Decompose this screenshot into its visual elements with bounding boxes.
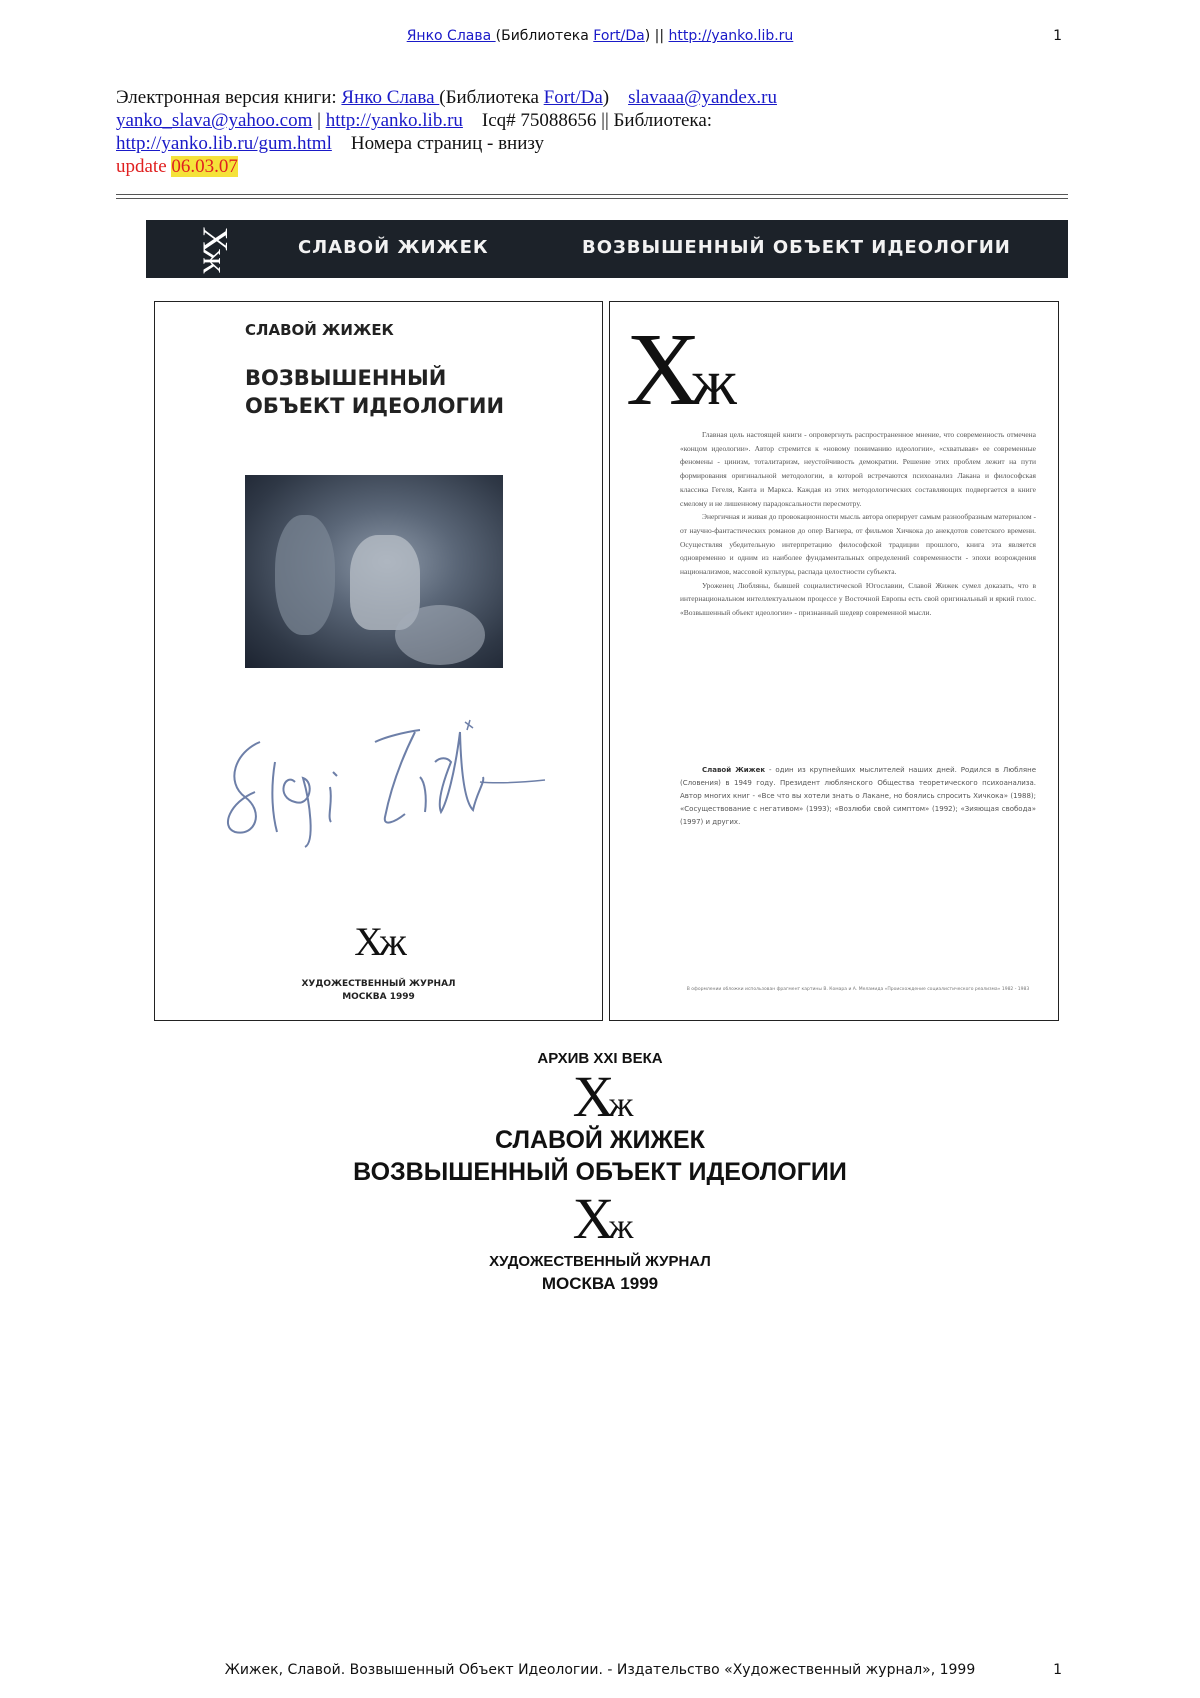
back-cover-logo [626, 312, 727, 435]
email-yandex-link[interactable]: slavaaa@yandex.ru [628, 87, 777, 108]
email-yahoo-link[interactable]: yanko_slava@yahoo.com [116, 110, 313, 131]
bio-name: Славой Жижек [702, 766, 766, 774]
ebook-info [116, 86, 976, 178]
author-link[interactable]: Янко Слава [406, 28, 496, 44]
info-line-4 [116, 155, 976, 178]
front-cover-place-year: МОСКВА 1999 [342, 992, 415, 1002]
info-line-3 [116, 132, 976, 155]
info-intro: Электронная версия книги: [116, 87, 342, 108]
info-line-2 [116, 109, 976, 132]
update-label: update [116, 156, 172, 177]
blurb-paragraph: Уроженец Любляны, бывшей социалистической Югославии, Славой Жижек сумел доказать, что в интернациональном интеллектуальном процессе у Восточной Европы есть свой оригинальный и яркий голос. «Возвышенный объект идеологии» - признанный шедевр современной мысли. [680, 580, 1036, 618]
title-page-title: ВОЗВЫШЕННЫЙ ОБЪЕКТ ИДЕОЛОГИИ [353, 1158, 847, 1186]
library-suffix: ) || [644, 28, 669, 44]
title-page-place-year: МОСКВА 1999 [541, 1274, 659, 1293]
bio-text: - один из крупнейших мыслителей наших дней. Родился в Любляне (Словения) в 1949 году. Президент люблянского Общества теоретического психоанализа. Автор многих книг - «Все что вы хотели знать о Лакане, но боялись спросить Хичкока» (1988); «Сосуществование с негативом» (1993); «Возлюби свой симптом» (1992); «Зияющая свобода» (1997) и других. [680, 766, 1036, 826]
info-library-prefix: (Библиотека [439, 87, 544, 108]
gum-link[interactable]: http://yanko.lib.ru/gum.html [116, 133, 332, 154]
footer-page-number: 1 [1053, 1662, 1062, 1678]
blurb-paragraph: Энергичная и живая до провокационности мысль автора оперирует самым разнообразным материалом - от научно-фантастических романов до опер Вагнера, от фильмов Хичкока до анекдотов советского времени. Осуществляя убедительную интерпретацию философской традиции прошлого, книга эта является одновременно и одним из наиболее фундаментальных определений современности - эпохи возрождения национализмов, массовой культуры, распада целостности субъекта. [680, 512, 1036, 577]
spine-banner [146, 220, 1068, 278]
update-date: 06.03.07 [171, 156, 238, 177]
icq-text: Icq# 75088656 || Библиотека: [481, 110, 713, 131]
library-link[interactable]: Fort/Da [593, 28, 645, 44]
back-cover-logo-x: Х [626, 312, 692, 427]
divider-line [116, 198, 1068, 199]
front-cover-publisher [155, 978, 602, 1004]
library-prefix: (Библиотека [495, 28, 594, 44]
info-line-1 [116, 86, 976, 109]
title-logo-x: Х [572, 1186, 609, 1251]
info-sep: | [312, 110, 326, 131]
header-page-number: 1 [1053, 28, 1062, 44]
title-logo-zh: ж [608, 1084, 628, 1124]
author-bio [680, 764, 1036, 829]
page-note: Номера страниц - внизу [350, 133, 545, 154]
title-page-logo [0, 1064, 1200, 1133]
info-author-link[interactable]: Янко Слава [341, 87, 440, 108]
banner-author: СЛАВОЙ ЖИЖЕК [298, 237, 489, 258]
back-cover-logo-zh: ж [691, 346, 727, 419]
blurb-paragraph: Главная цель настоящей книги - опровергнуть распространенное мнение, что современность отмечена «концом идеологии». Автор стремится к «новому пониманию идеологии», «схватывая» ее современные феномены - цинизм, тоталитаризм, неустойчивость демократии. Решение этих проблем лежит на пути формирования оригинальной методологии, в которой встречаются психоанализ Лакана и философская классика Гегеля, Канта и Маркса. Каждая из этих методологических составляющих подвергается в книге смелому и не лишенному парадоксальности пересмотру. [680, 430, 1036, 508]
painting-figure [395, 605, 485, 665]
painting-figure [275, 515, 335, 635]
cover-painting-image [245, 475, 503, 668]
front-cover-title: ВОЗВЫШЕННЫЙ ОБЪЕКТ ИДЕОЛОГИИ [245, 366, 505, 418]
title-page-author: СЛАВОЙ ЖИЖЕК [495, 1126, 705, 1154]
front-cover-logo: Хж [354, 919, 403, 964]
front-cover-publisher-name: ХУДОЖЕСТВЕННЫЙ ЖУРНАЛ [301, 979, 456, 989]
series-title: АРХИВ XXI ВЕКА [537, 1050, 663, 1067]
running-footer [0, 1662, 1200, 1678]
back-cover-blurb [680, 428, 1036, 620]
back-cover [609, 301, 1059, 1021]
title-logo-x: Х [572, 1064, 609, 1129]
title-logo-zh: ж [608, 1206, 628, 1246]
title-page-publisher: ХУДОЖЕСТВЕННЫЙ ЖУРНАЛ [489, 1253, 711, 1270]
title-page-logo [0, 1186, 1200, 1255]
cover-art-credit: В оформлении обложки использован фрагмент картины В. Комара и А. Меламида «Происхождение социалистического реализма» 1982 - 1983 [686, 987, 1030, 992]
front-cover-author: СЛАВОЙ ЖИЖЕК [245, 321, 394, 339]
footer-citation: Жижек, Славой. Возвышенный Объект Идеологии. - Издательство «Художественный журнал», 1999 [224, 1662, 976, 1678]
banner-logo: Хж [195, 226, 236, 270]
front-cover [154, 301, 603, 1021]
info-library-link[interactable]: Fort/Da [543, 87, 603, 108]
info-library-suffix: ) [602, 87, 610, 108]
site-link[interactable]: http://yanko.lib.ru [668, 28, 794, 44]
running-header [0, 28, 1200, 44]
info-site-link[interactable]: http://yanko.lib.ru [325, 110, 463, 131]
author-signature [215, 702, 555, 852]
divider-line [116, 194, 1068, 195]
banner-title: ВОЗВЫШЕННЫЙ ОБЪЕКТ ИДЕОЛОГИИ [582, 237, 1011, 258]
